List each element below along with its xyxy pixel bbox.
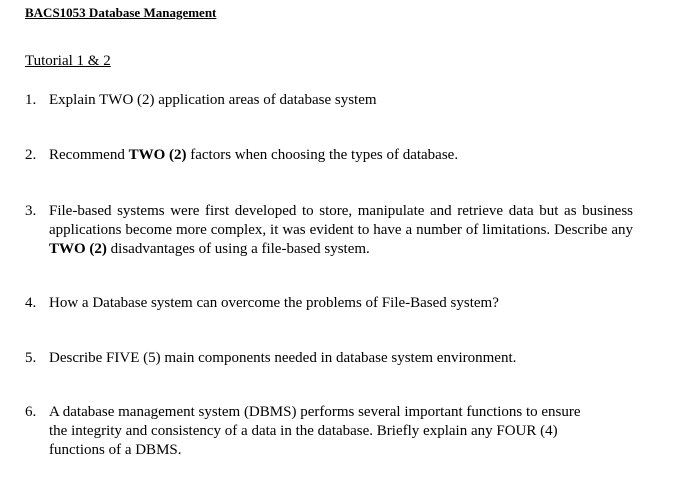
- question-text-part: disadvantages of using a file-based system.: [106, 241, 370, 257]
- question-2: [25, 146, 633, 165]
- question-number: 2.: [25, 147, 37, 163]
- question-text-part: factors when choosing the types of database.: [186, 147, 459, 163]
- question-number: 4.: [25, 295, 37, 311]
- question-text: Explain TWO (2) application areas of database system: [49, 92, 377, 108]
- question-text: Describe FIVE (5) main components needed in database system environment.: [49, 350, 517, 366]
- question-text-line: functions of a DBMS.: [49, 442, 182, 458]
- question-3: [25, 202, 633, 259]
- question-number: 6.: [25, 404, 37, 420]
- question-emphasis: TWO (2): [49, 241, 107, 257]
- question-number: 1.: [25, 92, 37, 108]
- course-title: BACS1053 Database Management: [25, 5, 217, 20]
- question-text-part: File-based systems were first developed to store, manipulate and retrieve data but as business applications become more complex, it was evident to have a number of limitations. Describe any: [49, 203, 633, 238]
- question-6: [25, 403, 633, 460]
- question-number: 5.: [25, 350, 37, 366]
- question-text-line: the integrity and consistency of a data in the database. Briefly explain any FOUR (4): [49, 423, 558, 439]
- question-text: [49, 146, 633, 165]
- tutorial-title: Tutorial 1 & 2: [25, 53, 111, 69]
- question-text-part: Recommend: [49, 147, 129, 163]
- question-text: [49, 202, 633, 259]
- question-text: How a Database system can overcome the problems of File-Based system?: [49, 295, 499, 311]
- question-5: [25, 349, 633, 368]
- question-number: 3.: [25, 203, 37, 219]
- question-1: [25, 91, 633, 110]
- question-text-line: A database management system (DBMS) performs several important functions to ensure: [49, 404, 581, 420]
- question-emphasis: TWO (2): [128, 147, 187, 163]
- question-text: [49, 403, 633, 460]
- question-4: [25, 294, 633, 313]
